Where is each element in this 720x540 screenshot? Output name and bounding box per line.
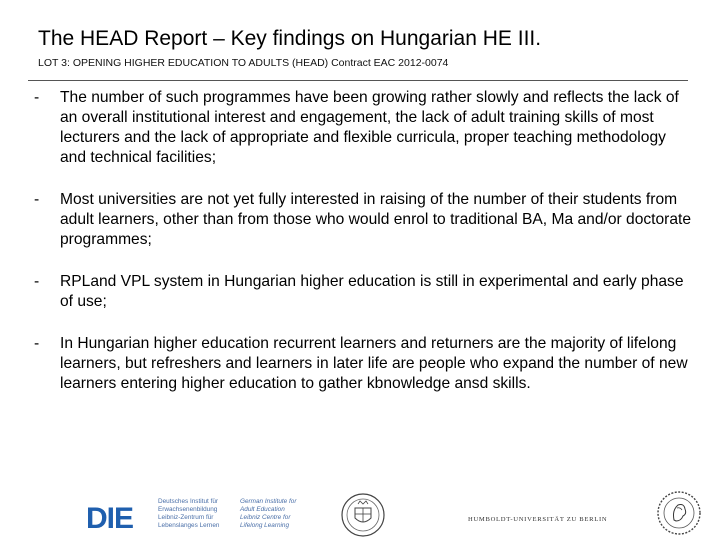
die-german-name: Deutsches Institut für Erwachsenenbildung Leibniz-Zentrum für Lebenslanges Lernen (158, 498, 220, 529)
findings-list (34, 88, 694, 416)
bullet-text: In Hungarian higher education recurrent learners and returners are the majority of lifelong learners, but refreshers and learners in later life are people who expand the number of new learners entering higher education to gather kbnowledge ansd skills. (60, 335, 688, 392)
die-english-name: German Institute for Adult Education Leibniz Centre for Lifelong Learning (240, 498, 297, 529)
bullet-text: Most universities are not yet fully interested in raising of the number of their students from adult learners, other than from those who would enrol to traditional BA, Ma and/or doctorate programmes; (60, 191, 692, 248)
list-item (34, 334, 694, 394)
die-logo-text: DIE (86, 504, 134, 530)
page-title: The HEAD Report – Key findings on Hungarian HE III. (38, 27, 542, 50)
header-divider (28, 80, 688, 81)
footer-logos (0, 488, 720, 540)
humboldt-university-name: HUMBOLDT-UNIVERSITÄT ZU BERLIN (468, 516, 608, 523)
bullet-dash: - (34, 335, 40, 352)
bullet-dash: - (34, 191, 40, 208)
bullet-dash: - (34, 273, 40, 290)
university-seal-icon (340, 492, 386, 538)
list-item (34, 272, 694, 312)
list-item (34, 88, 694, 168)
list-item (34, 190, 694, 250)
die-logo (86, 504, 150, 530)
bullet-dash: - (34, 89, 40, 106)
bullet-text: The number of such programmes have been growing rather slowly and reflects the lack of an overall institutional interest and engagement, the lack of adult training skills of most lecturers and the lack of appropriate and flexible curricula, proper teaching methodology and technical facilities; (60, 89, 679, 166)
humboldt-emblem-icon (656, 490, 702, 536)
page-subtitle: LOT 3: OPENING HIGHER EDUCATION TO ADULTS (HEAD) Contract EAC 2012-0074 (38, 57, 449, 69)
bullet-text: RPLand VPL system in Hungarian higher education is still in experimental and early phase of use; (60, 273, 684, 310)
